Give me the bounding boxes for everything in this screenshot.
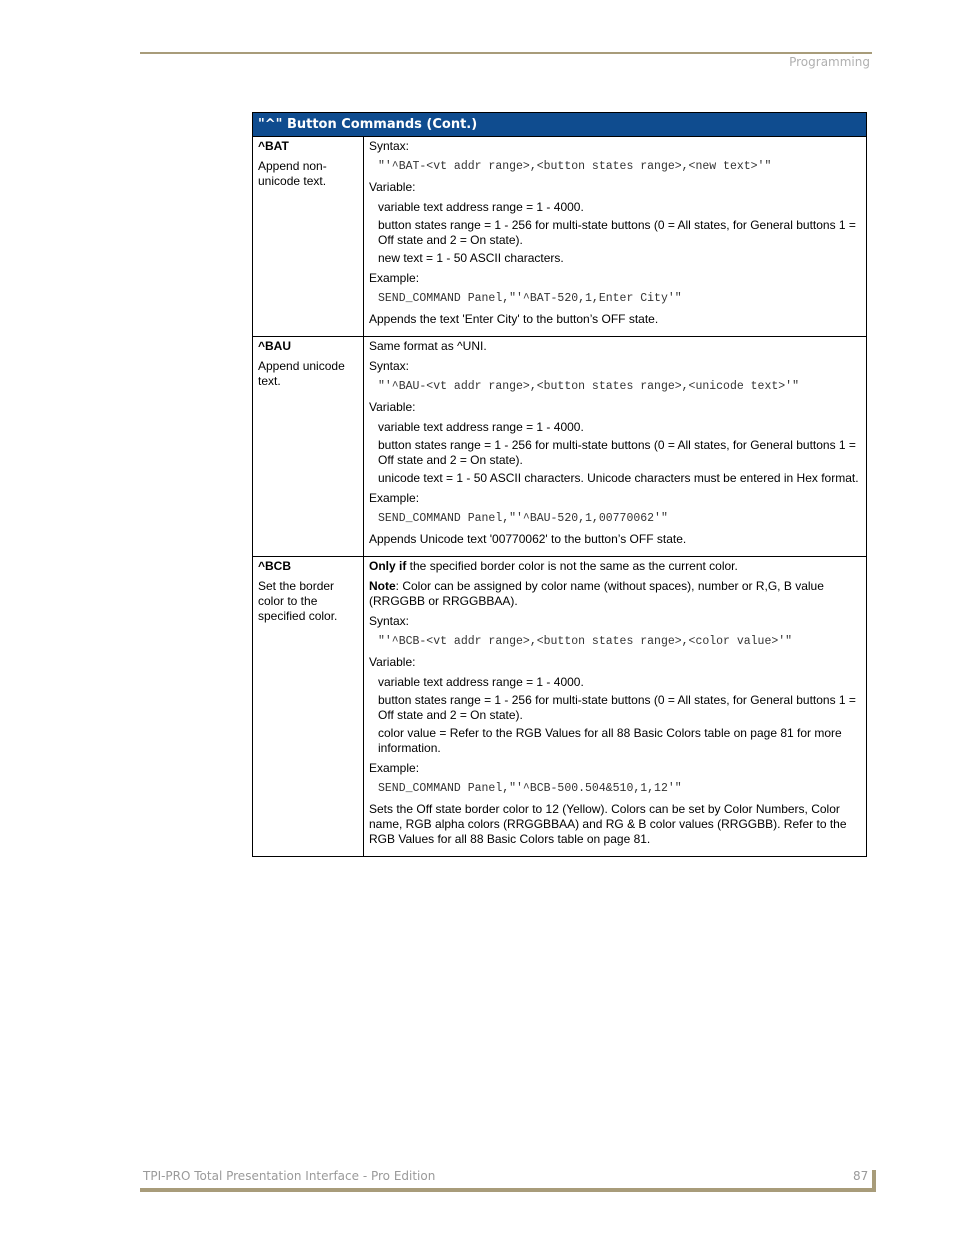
variable-item: new text = 1 - 50 ASCII characters. xyxy=(378,251,564,265)
note-rest: : Color can be assigned by color name (without spaces), number or R,G, B value (RRGGBB or RRGGBBAA). xyxy=(369,579,824,608)
note-bold: Note xyxy=(369,579,396,593)
variable-item: variable text address range = 1 - 4000. xyxy=(378,200,584,214)
table-title: "^" Button Commands (Cont.) xyxy=(253,113,867,137)
example-result: Appends Unicode text '00770062' to the button’s OFF state. xyxy=(369,532,687,546)
command-name: ^BCB xyxy=(258,559,292,573)
variable-label: Variable: xyxy=(369,180,416,194)
variable-item: unicode text = 1 - 50 ASCII characters. Unicode characters must be entered in Hex format. xyxy=(378,471,859,485)
intro-rest: the specified border color is not the same as the current color. xyxy=(406,559,738,573)
command-details xyxy=(364,337,867,557)
example-result: Sets the Off state border color to 12 (Yellow). Colors can be set by Color Numbers, Color name, RGB alpha colors (RRGGBBAA) and RG & B color values (RRGGBB). Refer to the RGB Values for all 88 Basic Colors table on page 81. xyxy=(369,802,847,846)
example-code: SEND_COMMAND Panel,"'^BCB-500.504&510,1,12'" xyxy=(378,782,682,795)
intro-bold: Only if xyxy=(369,559,407,573)
syntax-label: Syntax: xyxy=(369,139,410,153)
variable-label: Variable: xyxy=(369,400,416,414)
example-label: Example: xyxy=(369,271,420,285)
example-code: SEND_COMMAND Panel,"'^BAU-520,1,00770062'" xyxy=(378,512,668,525)
variable-label: Variable: xyxy=(369,655,416,669)
table-row xyxy=(253,557,867,857)
example-label: Example: xyxy=(369,761,420,775)
syntax-code: "'^BCB-<vt addr range>,<button states range>,<color value>'" xyxy=(378,635,793,648)
variable-item: button states range = 1 - 256 for multi-state buttons (0 = All states, for General buttons 1 = Off state and 2 = On state). xyxy=(378,693,856,722)
command-description: Set the border color to the specified color. xyxy=(258,579,338,623)
table-header-row xyxy=(253,113,867,137)
example-label: Example: xyxy=(369,491,420,505)
command-details xyxy=(364,137,867,337)
command-name: ^BAU xyxy=(258,339,292,353)
command-cell xyxy=(253,337,364,557)
header-rule xyxy=(140,52,872,54)
variable-item: button states range = 1 - 256 for multi-state buttons (0 = All states, for General buttons 1 = Off state and 2 = On state). xyxy=(378,218,856,247)
variable-item: button states range = 1 - 256 for multi-state buttons (0 = All states, for General buttons 1 = Off state and 2 = On state). xyxy=(378,438,856,467)
table-row xyxy=(253,137,867,337)
syntax-label: Syntax: xyxy=(369,614,410,628)
intro-text xyxy=(369,559,861,574)
example-result: Appends the text 'Enter City' to the button’s OFF state. xyxy=(369,312,659,326)
command-cell xyxy=(253,557,364,857)
page-number: 87 xyxy=(853,1169,869,1183)
command-name: ^BAT xyxy=(258,139,289,153)
section-label: Programming xyxy=(789,55,870,69)
example-code: SEND_COMMAND Panel,"'^BAT-520,1,Enter City'" xyxy=(378,292,682,305)
footer-rule xyxy=(140,1188,875,1192)
footer-title: TPI-PRO Total Presentation Interface - Pro Edition xyxy=(143,1169,436,1183)
command-details xyxy=(364,557,867,857)
button-commands-table xyxy=(252,112,867,857)
command-description: Append non-unicode text. xyxy=(258,159,327,188)
note-text xyxy=(369,579,861,609)
syntax-label: Syntax: xyxy=(369,359,410,373)
syntax-code: "'^BAU-<vt addr range>,<button states range>,<unicode text>'" xyxy=(378,380,799,393)
variable-item: variable text address range = 1 - 4000. xyxy=(378,420,584,434)
syntax-code: "'^BAT-<vt addr range>,<button states range>,<new text>'" xyxy=(378,160,772,173)
command-cell xyxy=(253,137,364,337)
variable-item: variable text address range = 1 - 4000. xyxy=(378,675,584,689)
table-row xyxy=(253,337,867,557)
command-description: Append unicode text. xyxy=(258,359,345,388)
intro-text: Same format as ^UNI. xyxy=(369,339,487,353)
variable-item: color value = Refer to the RGB Values for all 88 Basic Colors table on page 81 for more information. xyxy=(378,726,842,755)
